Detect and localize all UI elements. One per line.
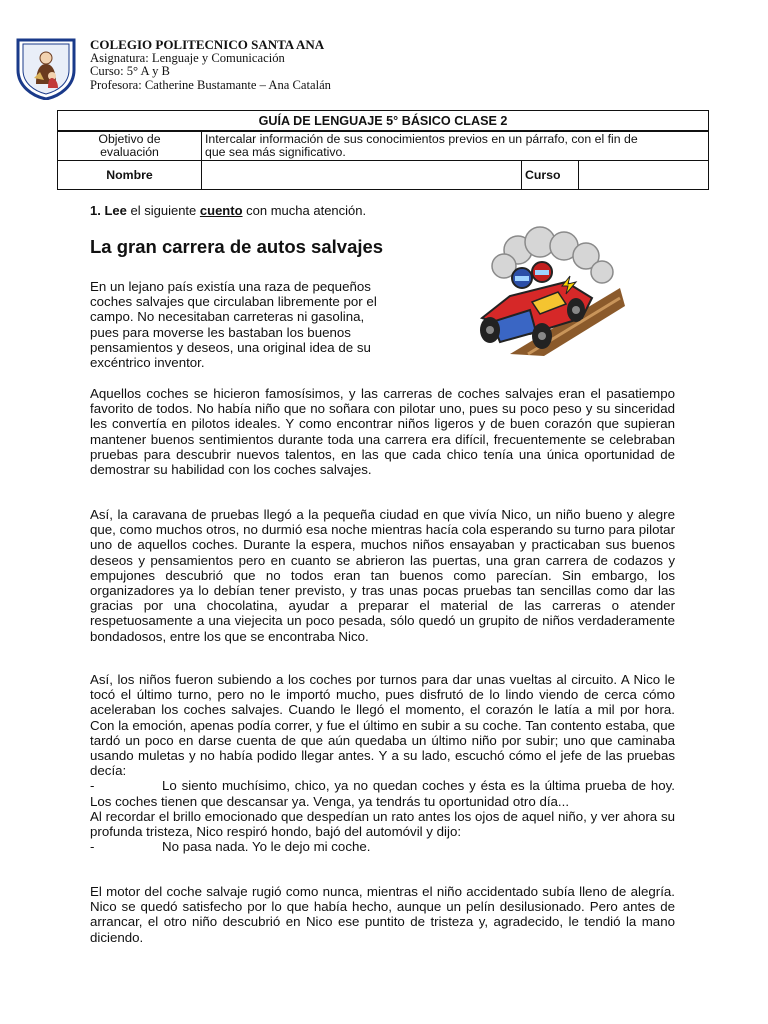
instruction-verb: Lee [104, 203, 127, 218]
dialogue-line-2 [90, 839, 675, 854]
paragraph-1-line: En un lejano país existía una raza de pequeños [90, 279, 371, 294]
objective-line1: Intercalar información de sus conocimientos previos en un párrafo, con el fin de [205, 132, 638, 146]
dialogue-line-1 [90, 778, 675, 808]
paragraph-4-narration: Así, los niños fueron subiendo a los coches por turnos para dar unas vueltas al circuito. A Nico le tocó el último turno, pero no le importó mucho, pues disfrutó de lo lindo viendo de cerca cómo aceleraban los coches salvajes. Cuando le llegó el momento, el corazón le latía a mil por hora. Con la emoción, apenas podía correr, y fue el último en subir a su coche. Tan contento estaba, que tardó un poco en darse cuenta de que aún quedaba un último niño por subir; uno que caminaba usando muletas y no había podido llegar antes. Y a su lado, escuchó cómo el jefe de las pruebas decía: [90, 672, 675, 779]
instruction-keyword: cuento [199, 203, 243, 218]
school-name: COLEGIO POLITECNICO SANTA ANA [90, 37, 325, 52]
dialogue-dash: - [90, 839, 95, 855]
paragraph-1-line: pues para moverse les bastaban los buenos [90, 324, 351, 340]
paragraph-1-line: coches salvajes que circulaban libremente por el [90, 294, 377, 310]
objective-line2: que sea más significativo. [205, 144, 346, 159]
instruction-text-before: el siguiente [130, 203, 197, 218]
school-header [90, 38, 331, 92]
guide-info-table [57, 130, 709, 190]
instruction [90, 203, 366, 218]
objective-label-line2: evaluación [100, 144, 159, 159]
course-label: Curso [522, 161, 579, 190]
objective-label [58, 131, 202, 161]
story-paragraph-5: El motor del coche salvaje rugió como nunca, mientras el niño accidentado subía lleno de alegría. Nico se quedó satisfecho por lo que había hecho, aunque un pelín desilusionado. Pero antes de arrancar, el otro niño descubrió en Nico ese puntito de tristeza y, agradecido, le tendió la mano diciendo. [90, 884, 675, 945]
dialogue-text-2: No pasa nada. Yo le dejo mi coche. [162, 839, 371, 855]
dialogue-text-1: Lo siento muchísimo, chico, ya no quedan coches y ésta es la última prueba de hoy. Los coches tienen que descansar ya. Venga, ya tendrás tu oportunidad otro día... [90, 778, 675, 809]
course-line: Curso: 5° A y B [90, 64, 170, 78]
guide-title-table [57, 110, 709, 132]
paragraph-1-line: campo. No necesitaban carreteras ni gasolina, [90, 309, 365, 325]
instruction-number: 1. [90, 203, 101, 218]
story-paragraph-4 [90, 672, 675, 854]
story-paragraph-1 [90, 279, 420, 370]
school-crest-icon [14, 36, 78, 100]
paragraph-1-line: excéntrico inventor. [90, 355, 205, 371]
paragraph-1-line: pensamientos y deseos, una original idea de su [90, 339, 371, 355]
guide-title: GUÍA DE LENGUAJE 5° BÁSICO CLASE 2 [58, 111, 709, 132]
subject-line: Asignatura: Lenguaje y Comunicación [90, 50, 285, 65]
name-label: Nombre [58, 161, 202, 190]
teacher-line: Profesora: Catherine Bustamante – Ana Catalán [90, 77, 331, 92]
objective-text [202, 131, 709, 161]
dialogue-dash: - [90, 778, 95, 794]
story-paragraph-2: Aquellos coches se hicieron famosísimos, y las carreras de coches salvajes eran el pasatiempo favorito de todos. No había niño que no soñara con pilotar uno, pues su poco peso y su sinceridad les convertía en pilotos ideales. Y como encontrar niños ligeros y de buen corazón que supieran mantener buenos sentimientos durante toda una carrera era difícil, frecuentemente se celebraban pruebas para descubrir nuevos talentos, en las que cada chico tenía una única oportunidad de demostrar su habilidad con los coches salvajes. [90, 386, 675, 478]
instruction-text-after: con mucha atención. [246, 203, 367, 218]
race-car-illustration-icon [470, 226, 625, 356]
objective-label-line1: Objetivo de [98, 132, 161, 146]
course-field[interactable] [579, 161, 709, 190]
name-field[interactable] [202, 161, 522, 190]
paragraph-4-continuation: Al recordar el brillo emocionado que despedían un rato antes los ojos de aquel niño, y ver ahora su profunda tristeza, Nico respiró hondo, bajó del automóvil y dijo: [90, 808, 675, 840]
story-title: La gran carrera de autos salvajes [90, 236, 384, 257]
story-paragraph-3: Así, la caravana de pruebas llegó a la pequeña ciudad en que vivía Nico, un niño bueno y alegre que, como muchos otros, no durmió esa noche mientras hacía cola esperando su turno para pilotar uno de aquellos coches. Durante la espera, muchos niños ensayaban y practicaban sus buenos deseos y pensamientos pero en cuanto se abrieron las puertas, una gran carrera de codazos y empujones descubrió que no todos eran tan buenos como parecían. Sin embargo, los organizadores ya lo debían tener previsto, y tras unas pocas pruebas tan sencillas como dar las gracias por una chocolatina, ayudar a preparar el material de las carreras o atender respetuosamente a una viejecita un poco pesada, sólo quedó un grupito de niños verdaderamente bondadosos, entre los que se encontraba Nico. [90, 507, 675, 644]
